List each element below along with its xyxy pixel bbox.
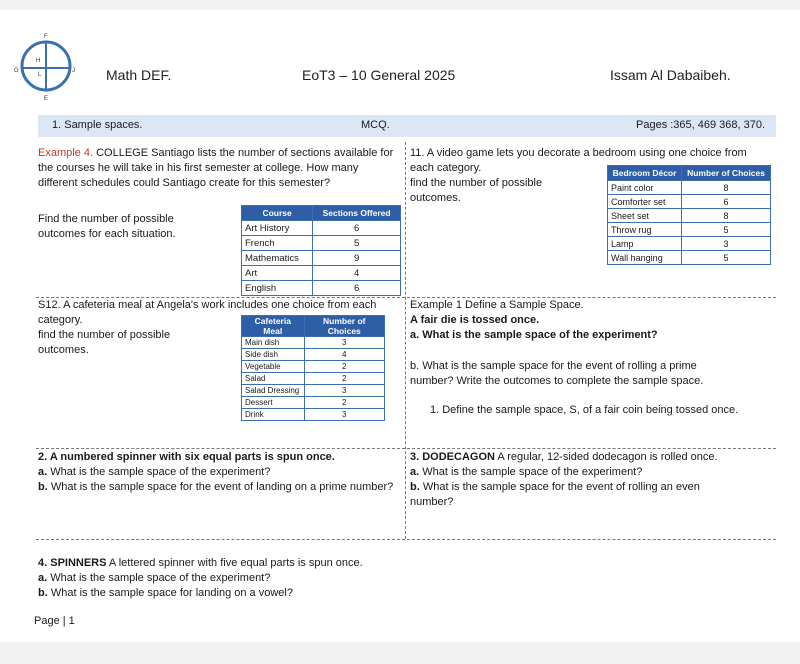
q4-part-b xyxy=(38,586,538,601)
table-cell: Dessert xyxy=(242,397,305,409)
logo-label-j: J xyxy=(72,68,75,74)
column-divider xyxy=(405,142,406,539)
table-header-row xyxy=(608,166,771,181)
table-row xyxy=(242,236,401,251)
table-row xyxy=(608,223,771,237)
example4-instruction: Find the number of possible outcomes for each situation. xyxy=(38,213,176,240)
table-row xyxy=(242,337,385,349)
table-cell: 3 xyxy=(682,237,771,251)
choices-col-header: Number of Choices xyxy=(304,316,384,337)
choices-col-header: Number of Choices xyxy=(682,166,771,181)
table-cell: 4 xyxy=(313,266,401,281)
example1-title: Example 1 Define a Sample Space. xyxy=(410,299,584,311)
text-span: a. xyxy=(38,466,48,478)
text-span: a. xyxy=(38,572,48,584)
table-row xyxy=(242,385,385,397)
course-title: Math DEF. xyxy=(106,67,172,83)
table-cell: Comforter set xyxy=(608,195,682,209)
table-row xyxy=(242,221,401,236)
logo-label-h: H xyxy=(36,58,41,64)
q4-part-a xyxy=(38,571,538,586)
teacher-name: Issam Al Dabaibeh. xyxy=(610,67,731,83)
example4-body: COLLEGE Santiago lists the number of sections available for the courses he will take in his first semester at college. How many different schedules could Santiago create for this semester? xyxy=(38,147,394,189)
table-cell: 5 xyxy=(682,223,771,237)
course-col-header: Course xyxy=(242,206,313,221)
example1-subtitle: A fair die is tossed once. xyxy=(410,314,540,326)
table-cell: 2 xyxy=(304,373,384,385)
table-cell: 9 xyxy=(313,251,401,266)
text-span: What is the sample space for the event of rolling an even number? xyxy=(410,481,700,508)
table-cell: Paint color xyxy=(608,181,682,195)
row-divider-3 xyxy=(36,539,776,540)
row-divider-2 xyxy=(36,448,776,449)
q11-text: 11. A video game lets you decorate a bedroom using one choice from each category. xyxy=(410,147,747,174)
table-cell: Throw rug xyxy=(608,223,682,237)
table-row xyxy=(242,251,401,266)
q2-part-b xyxy=(38,480,400,495)
table-row xyxy=(242,281,401,296)
table-cell: 6 xyxy=(313,221,401,236)
logo-label-e: E xyxy=(44,96,49,102)
example1-question-b: b. What is the sample space for the event of rolling a prime number? Write the outcomes to complete the sample space. xyxy=(410,360,704,387)
text-span: b. xyxy=(410,481,420,493)
table-cell: Wall hanging xyxy=(608,251,682,265)
table-cell: Drink xyxy=(242,409,305,421)
table-cell: Lamp xyxy=(608,237,682,251)
table-cell: 5 xyxy=(682,251,771,265)
example4-label: Example 4. xyxy=(38,147,94,159)
table-row xyxy=(242,266,401,281)
q4-title xyxy=(38,556,538,571)
text-span: What is the sample space for landing on a vowel? xyxy=(47,587,293,599)
table-cell: 6 xyxy=(313,281,401,296)
q2-title: 2. A numbered spinner with six equal parts is spun once. xyxy=(38,451,335,463)
table-cell: 3 xyxy=(304,337,384,349)
q3-part-b xyxy=(410,480,740,510)
table-row xyxy=(242,397,385,409)
example4-text xyxy=(38,146,400,191)
pages-label: Pages :365, 469 368, 370. xyxy=(636,119,766,131)
worksheet-page xyxy=(0,10,800,642)
table-cell: 8 xyxy=(682,209,771,223)
example1-question-a: a. What is the sample space of the experiment? xyxy=(410,329,658,341)
meal-col-header: Cafeteria Meal xyxy=(242,316,305,337)
text-span: What is the sample space of the experiment? xyxy=(419,466,643,478)
s12-instruction: find the number of possible outcomes. xyxy=(38,329,171,356)
table-cell: Vegetable xyxy=(242,361,305,373)
table-header-row xyxy=(242,206,401,221)
table-header-row xyxy=(242,316,385,337)
text-span: What is the sample space for the event of landing on a prime number? xyxy=(47,481,394,493)
logo-label-l: L xyxy=(38,72,42,78)
topic-label: 1. Sample spaces. xyxy=(52,119,143,131)
type-label: MCQ. xyxy=(361,119,390,131)
table-cell: 8 xyxy=(682,181,771,195)
table-cell: French xyxy=(242,236,313,251)
table-cell: 2 xyxy=(304,361,384,373)
table-row xyxy=(608,209,771,223)
text-span: 3. DODECAGON xyxy=(410,451,495,463)
table-cell: Art History xyxy=(242,221,313,236)
q3-part-a xyxy=(410,465,772,480)
table-cell: Art xyxy=(242,266,313,281)
text-span: 4. SPINNERS xyxy=(38,557,107,569)
course-table xyxy=(241,205,401,296)
logo-label-g: G xyxy=(14,68,19,74)
q11-instruction: find the number of possible outcomes. xyxy=(410,177,543,204)
text-span: A lettered spinner with five equal parts is spun once. xyxy=(106,557,363,569)
table-cell: Mathematics xyxy=(242,251,313,266)
table-cell: 5 xyxy=(313,236,401,251)
logo-label-f: F xyxy=(44,34,48,40)
table-cell: 4 xyxy=(304,349,384,361)
q3-title xyxy=(410,450,780,465)
decor-col-header: Bedroom Décor xyxy=(608,166,682,181)
s12-text: S12. A cafeteria meal at Angela's work includes one choice from each category. xyxy=(38,299,377,326)
topic-band xyxy=(38,115,776,137)
bedroom-decor-table xyxy=(607,165,771,265)
table-cell: 3 xyxy=(304,385,384,397)
table-cell: 6 xyxy=(682,195,771,209)
exam-title: EoT3 – 10 General 2025 xyxy=(302,67,456,83)
q2-part-a xyxy=(38,465,400,480)
text-span: What is the sample space of the experiment? xyxy=(47,466,271,478)
table-cell: 3 xyxy=(304,409,384,421)
sections-col-header: Sections Offered xyxy=(313,206,401,221)
table-row xyxy=(242,409,385,421)
example1-question-1: 1. Define the sample space, S, of a fair coin being tossed once. xyxy=(430,404,739,416)
table-cell: 2 xyxy=(304,397,384,409)
table-row xyxy=(242,361,385,373)
table-cell: Salad Dressing xyxy=(242,385,305,397)
table-row xyxy=(608,237,771,251)
circle-logo-icon xyxy=(12,30,78,102)
table-row xyxy=(608,181,771,195)
table-row xyxy=(608,251,771,265)
table-cell: Salad xyxy=(242,373,305,385)
text-span: b. xyxy=(38,481,48,493)
table-cell: Side dish xyxy=(242,349,305,361)
page-number: Page | 1 xyxy=(34,615,75,627)
table-cell: Main dish xyxy=(242,337,305,349)
text-span: A regular, 12-sided dodecagon is rolled once. xyxy=(494,451,718,463)
table-row xyxy=(242,373,385,385)
text-span: a. xyxy=(410,466,420,478)
text-span: b. xyxy=(38,587,48,599)
cafeteria-table xyxy=(241,315,385,421)
table-cell: Sheet set xyxy=(608,209,682,223)
table-row xyxy=(242,349,385,361)
text-span: What is the sample space of the experiment? xyxy=(47,572,271,584)
table-row xyxy=(608,195,771,209)
table-cell: English xyxy=(242,281,313,296)
